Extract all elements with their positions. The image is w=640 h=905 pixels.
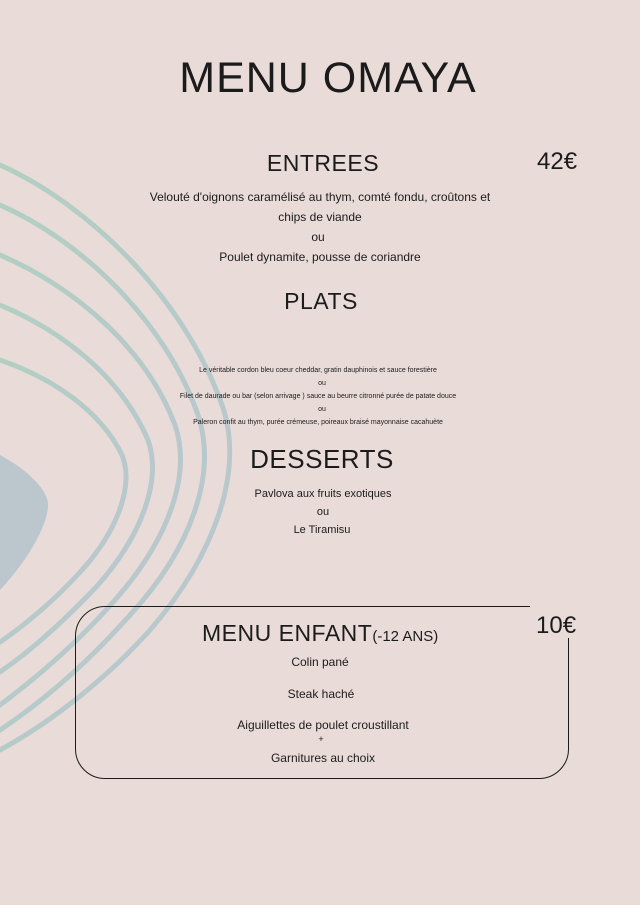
menu-price: 42€ bbox=[537, 148, 578, 175]
kids-plus: + bbox=[318, 734, 324, 744]
entrees-heading: ENTREES bbox=[266, 150, 380, 176]
dessert-line: Pavlova aux fruits exotiques bbox=[254, 488, 392, 500]
plat-separator: ou bbox=[318, 380, 326, 387]
entree-line: Velouté d'oignons caramélisé au thym, comté fondu, croûtons et bbox=[149, 190, 491, 204]
kids-menu-heading-group bbox=[202, 620, 438, 647]
desserts-heading: DESSERTS bbox=[250, 444, 394, 474]
dessert-line: Le Tiramisu bbox=[293, 524, 351, 536]
entree-line: chips de viande bbox=[278, 210, 362, 224]
plat-line: Paleron confit au thym, purée crémeuse, poireaux braisé mayonnaise cacahuète bbox=[193, 419, 443, 426]
entree-line: Poulet dynamite, pousse de coriandre bbox=[219, 250, 421, 264]
kids-line: Garnitures au choix bbox=[270, 751, 376, 765]
kids-menu-price: 10€ bbox=[536, 612, 577, 639]
dessert-separator: ou bbox=[316, 506, 330, 518]
plats-heading: PLATS bbox=[284, 288, 358, 314]
kids-line: Aiguillettes de poulet croustillant bbox=[237, 718, 409, 732]
menu-title: MENU OMAYA bbox=[179, 54, 477, 102]
entree-separator: ou bbox=[311, 230, 325, 244]
plat-line: Filet de daurade ou bar (selon arrivage ) sauce au beurre citronné purée de patate douce bbox=[179, 393, 457, 400]
kids-line: Steak haché bbox=[287, 687, 355, 701]
kids-line: Colin pané bbox=[291, 655, 349, 669]
kids-menu-heading: MENU ENFANT bbox=[202, 620, 373, 646]
kids-menu-age: (-12 ANS) bbox=[372, 628, 439, 645]
plat-separator: ou bbox=[318, 406, 326, 413]
plat-line: Le véritable cordon bleu coeur cheddar, gratin dauphinois et sauce forestière bbox=[199, 367, 437, 374]
